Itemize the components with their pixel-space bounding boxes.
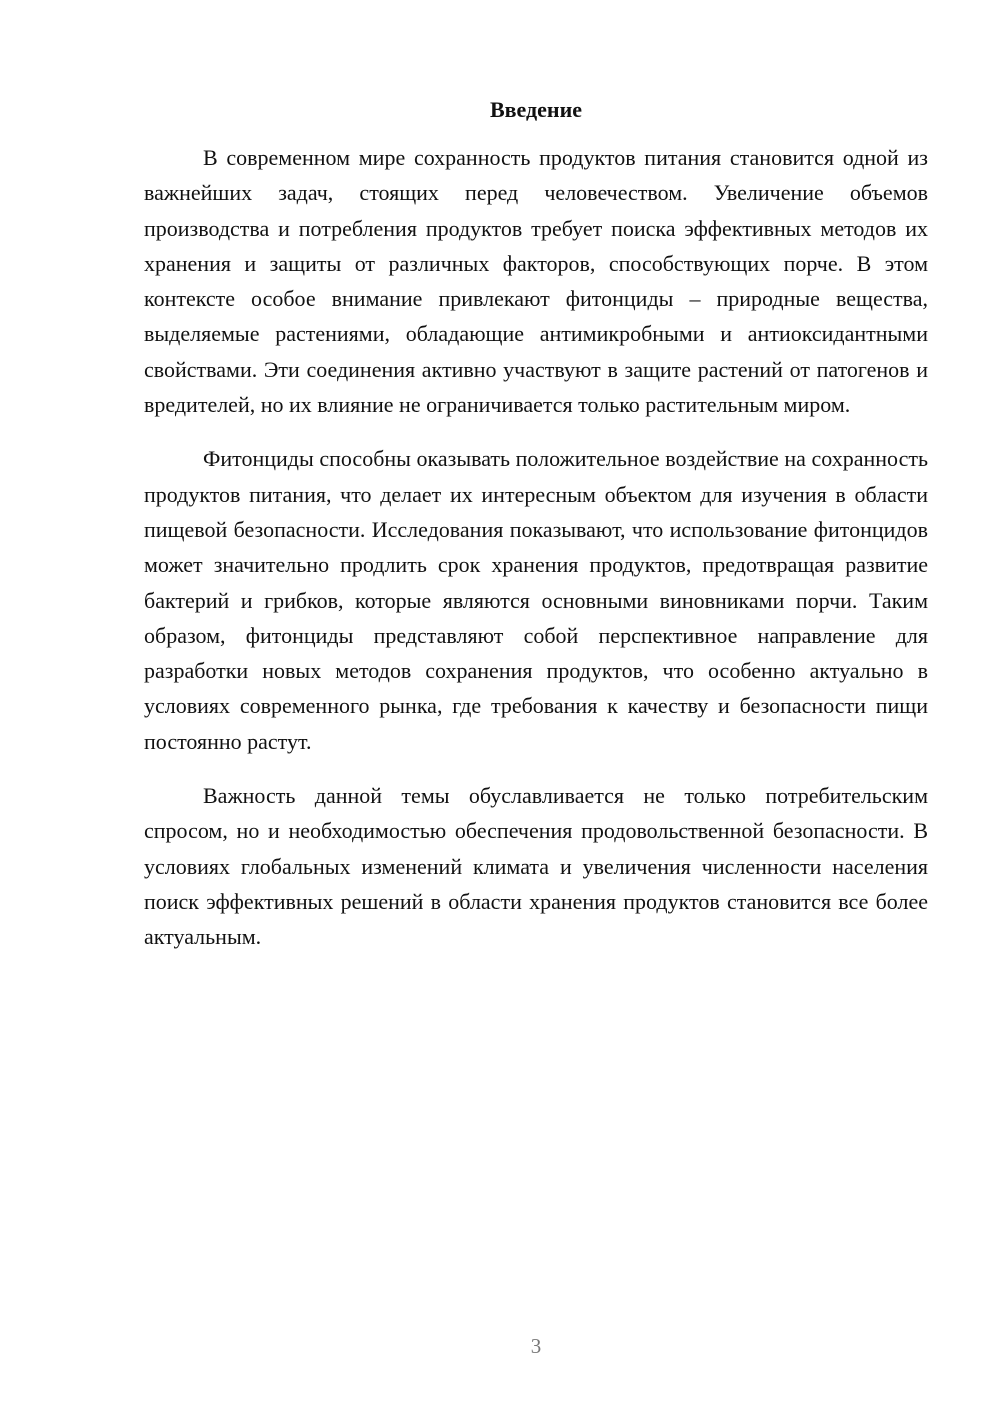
- section-title: Введение: [489, 97, 583, 122]
- page-number: 3: [530, 1334, 542, 1358]
- document-page: [144, 92, 928, 974]
- paragraph-1: В современном мире сохранность продуктов питания становится одной из важнейших задач, стоящих перед человечеством. Увеличение объемов производства и потребления продуктов требует поиска эффективных методов их хранения и защиты от различных факторов, способствующих порче. В этом контексте особое внимание привлекают фитонциды – природные вещества, выделяемые растениями, обладающие антимикробными и антиоксидантными свойствами. Эти соединения активно участвуют в защите растений от патогенов и вредителей, но их влияние не ограничивается только растительным миром.: [144, 145, 928, 418]
- paragraph-2: Фитонциды способны оказывать положительное воздействие на сохранность продуктов питания, что делает их интересным объектом для изучения в области пищевой безопасности. Исследования показывают, что использование фитонцидов может значительно продлить срок хранения продуктов, предотвращая развитие бактерий и грибков, которые являются основными виновниками порчи. Таким образом, фитонциды представляют собой перспективное направление для разработки новых методов сохранения продуктов, что особенно актуально в условиях современного рынка, где требования к качеству и безопасности пищи постоянно растут.: [144, 446, 928, 754]
- paragraph-3: Важность данной темы обуславливается не только потребительским спросом, но и необходимостью обеспечения продовольственной безопасности. В условиях глобальных изменений климата и увеличения численности населения поиск эффективных решений в области хранения продуктов становится все более актуальным.: [144, 783, 928, 950]
